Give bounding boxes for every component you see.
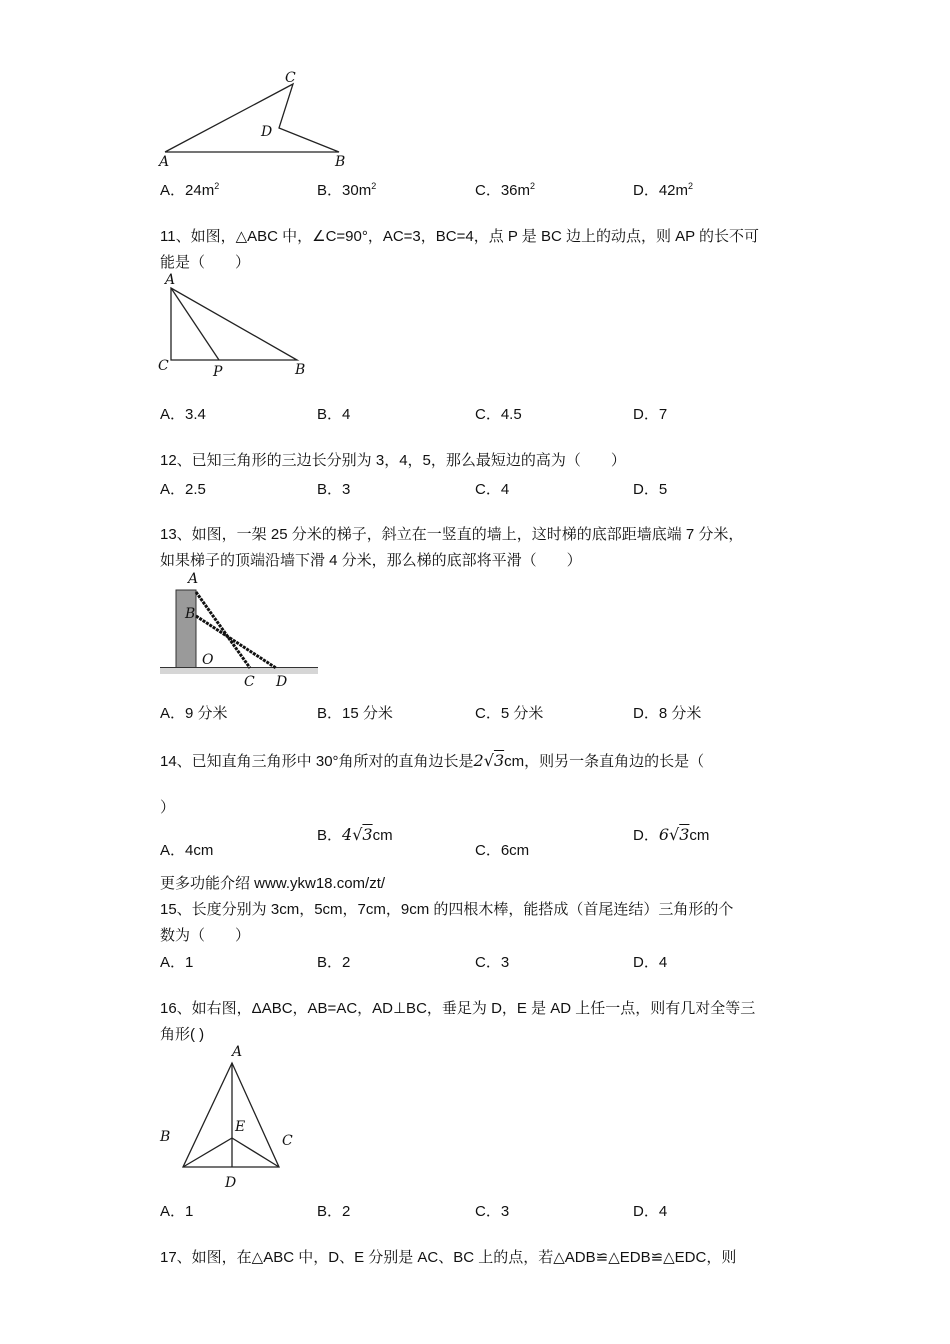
- figure-q11: [155, 270, 315, 382]
- option-text: 9 分米: [185, 705, 228, 722]
- wall: [176, 590, 196, 668]
- figure-q10: [155, 70, 355, 170]
- option-text: 4: [658, 954, 668, 971]
- option-text: 2: [342, 954, 351, 971]
- option-letter: C．: [475, 705, 501, 722]
- option-text: 3: [500, 954, 510, 971]
- option-text: 30m: [342, 182, 372, 199]
- option-a[interactable]: [160, 1200, 193, 1221]
- question-17: [160, 1245, 800, 1271]
- question-15-line1: 15、长度分别为 3cm，5cm，7cm，9cm 的四根木棒，能搭成（首尾连结）三角形的个: [160, 901, 734, 918]
- option-d[interactable]: [633, 951, 667, 972]
- question-13: [160, 522, 800, 574]
- option-text: 5 分米: [500, 705, 544, 722]
- option-a[interactable]: [160, 478, 206, 499]
- option-text: 7: [658, 406, 668, 423]
- radical-expression: 2√3: [473, 751, 505, 770]
- label-b: B: [185, 606, 196, 622]
- option-sup: 2: [214, 181, 220, 191]
- option-text: 6cm: [500, 842, 530, 859]
- option-d[interactable]: [633, 179, 693, 200]
- radicand: 3: [362, 825, 373, 844]
- option-text: 1: [185, 1203, 194, 1220]
- option-b[interactable]: [317, 824, 393, 845]
- option-unit: cm: [372, 827, 393, 844]
- option-letter: B．: [317, 182, 343, 199]
- option-letter: B．: [317, 481, 343, 498]
- radical-coefficient: 4: [342, 825, 353, 844]
- option-text: 15 分米: [342, 705, 393, 722]
- option-b[interactable]: [317, 702, 393, 723]
- option-text: 4: [500, 481, 510, 498]
- question-11-line1: 11、如图，△ABC 中，∠C=90°，AC=3，BC=4，点 P 是 BC 边上的动点，则 AP 的长不可: [160, 228, 760, 245]
- option-letter: B．: [317, 406, 343, 423]
- option-c[interactable]: [475, 179, 535, 200]
- question-14-text-post: cm，则另一条直角边的长是（: [504, 753, 705, 770]
- label-c: C: [244, 674, 255, 690]
- option-c[interactable]: [475, 702, 543, 723]
- option-b[interactable]: [317, 1200, 350, 1221]
- option-c[interactable]: [475, 403, 522, 424]
- option-letter: C．: [475, 1203, 501, 1220]
- option-letter: D．: [633, 406, 659, 423]
- radical-expression: 6√3: [658, 825, 690, 844]
- label-a: A: [165, 272, 176, 288]
- option-b[interactable]: [317, 179, 376, 200]
- option-a[interactable]: [160, 403, 206, 424]
- figure-q13: [158, 570, 323, 690]
- option-letter: C．: [475, 842, 501, 859]
- option-letter: D．: [633, 827, 659, 844]
- figure-q16: [155, 1043, 300, 1191]
- option-text: 4: [658, 1203, 668, 1220]
- label-b: B: [295, 362, 306, 378]
- option-text: 1: [185, 954, 194, 971]
- question-16-line1: 16、如右图，ΔABC，AB=AC，AD⊥BC，垂足为 D，E 是 AD 上任一点，则有几对全等三: [160, 1000, 756, 1017]
- option-letter: C．: [475, 481, 501, 498]
- option-sup: 2: [530, 181, 536, 191]
- promo-text: 更多功能介绍 www.ykw18.com/zt/: [160, 875, 386, 892]
- option-letter: A．: [160, 954, 186, 971]
- question-16: [160, 996, 800, 1048]
- option-text: 4.5: [500, 406, 522, 423]
- label-c: C: [158, 358, 169, 374]
- option-a[interactable]: [160, 951, 193, 972]
- label-c: C: [282, 1133, 293, 1149]
- option-a[interactable]: [160, 179, 219, 200]
- option-letter: D．: [633, 182, 659, 199]
- option-sup: 2: [688, 181, 694, 191]
- question-12-line1: 12、已知三角形的三边长分别为 3，4，5，那么最短边的高为（ ）: [160, 452, 626, 469]
- label-a: A: [159, 154, 170, 170]
- label-b: B: [160, 1129, 171, 1145]
- option-letter: A．: [160, 842, 186, 859]
- label-d: D: [276, 674, 288, 690]
- label-b: B: [335, 154, 346, 170]
- ground-shading: [160, 668, 318, 674]
- question-13-line1: 13、如图，一架 25 分米的梯子，斜立在一竖直的墙上，这时梯的底部距墙底端 7 分米，: [160, 526, 744, 543]
- radicand: 3: [679, 825, 690, 844]
- question-17-line1: 17、如图，在△ABC 中，D、E 分别是 AC、BC 上的点，若△ADB≌△EDB≌△EDC，则: [160, 1249, 737, 1266]
- quadrilateral-abcd: [165, 84, 339, 152]
- option-text: 8 分米: [658, 705, 702, 722]
- option-text: 5: [658, 481, 668, 498]
- radical-coefficient: 2: [473, 751, 484, 770]
- radical-expression: 4√3: [342, 825, 373, 844]
- question-14-text-pre: 14、已知直角三角形中 30°角所对的直角边长是: [160, 753, 474, 770]
- option-b[interactable]: [317, 951, 350, 972]
- option-letter: A．: [160, 705, 186, 722]
- label-a: A: [188, 571, 199, 587]
- question-16-line2: 角形( ): [160, 1026, 205, 1043]
- question-11: [160, 224, 800, 276]
- option-letter: C．: [475, 182, 501, 199]
- question-11-line2: 能是（ ）: [160, 254, 251, 271]
- option-text: 3: [500, 1203, 510, 1220]
- option-c[interactable]: [475, 1200, 509, 1221]
- label-d: D: [261, 124, 273, 140]
- option-b[interactable]: [317, 478, 350, 499]
- question-12: [160, 448, 800, 474]
- option-text: 24m: [185, 182, 215, 199]
- option-text: 42m: [658, 182, 689, 199]
- option-letter: D．: [633, 1203, 659, 1220]
- option-letter: A．: [160, 182, 186, 199]
- label-o: O: [202, 652, 214, 668]
- option-sup: 2: [371, 181, 377, 191]
- option-letter: C．: [475, 954, 501, 971]
- option-letter: D．: [633, 705, 659, 722]
- option-letter: C．: [475, 406, 501, 423]
- label-e: E: [235, 1119, 246, 1135]
- triangle-abc: [171, 288, 297, 360]
- question-13-line2: 如果梯子的顶端沿墙下滑 4 分米，那么梯的底部将平滑（ ）: [160, 552, 582, 569]
- triangle-abc: [183, 1063, 279, 1167]
- question-14: [160, 748, 800, 821]
- option-d[interactable]: [633, 403, 667, 424]
- option-b[interactable]: [317, 403, 350, 424]
- label-d: D: [225, 1175, 237, 1191]
- question-14-line2: ）: [160, 799, 176, 816]
- option-d[interactable]: [633, 1200, 667, 1221]
- option-c[interactable]: [475, 839, 529, 860]
- option-letter: A．: [160, 481, 186, 498]
- radicand: 3: [493, 751, 505, 770]
- option-letter: D．: [633, 954, 659, 971]
- segment-ap: [171, 288, 219, 360]
- option-letter: D．: [633, 481, 659, 498]
- option-a[interactable]: [160, 839, 213, 860]
- option-letter: B．: [317, 954, 343, 971]
- radical-coefficient: 6: [658, 825, 670, 844]
- option-d[interactable]: [633, 824, 709, 845]
- option-letter: A．: [160, 406, 186, 423]
- option-text: 4: [342, 406, 351, 423]
- option-text: 2: [342, 1203, 351, 1220]
- option-letter: B．: [317, 827, 343, 844]
- label-p: P: [213, 364, 223, 380]
- option-text: 36m: [500, 182, 531, 199]
- option-d[interactable]: [633, 478, 667, 499]
- option-a[interactable]: [160, 702, 228, 723]
- question-15-line2: 数为（ ）: [160, 927, 251, 944]
- option-letter: A．: [160, 1203, 186, 1220]
- option-letter: B．: [317, 1203, 343, 1220]
- label-c: C: [285, 70, 296, 86]
- option-c[interactable]: [475, 951, 509, 972]
- option-unit: cm: [689, 827, 710, 844]
- option-text: 4cm: [185, 842, 214, 859]
- question-14-line1: [160, 748, 800, 775]
- question-15: [160, 897, 800, 949]
- label-a: A: [232, 1044, 243, 1060]
- option-text: 3.4: [185, 406, 206, 423]
- option-text: 3: [342, 481, 351, 498]
- option-text: 2.5: [185, 481, 206, 498]
- option-letter: B．: [317, 705, 343, 722]
- option-d[interactable]: [633, 702, 701, 723]
- option-c[interactable]: [475, 478, 509, 499]
